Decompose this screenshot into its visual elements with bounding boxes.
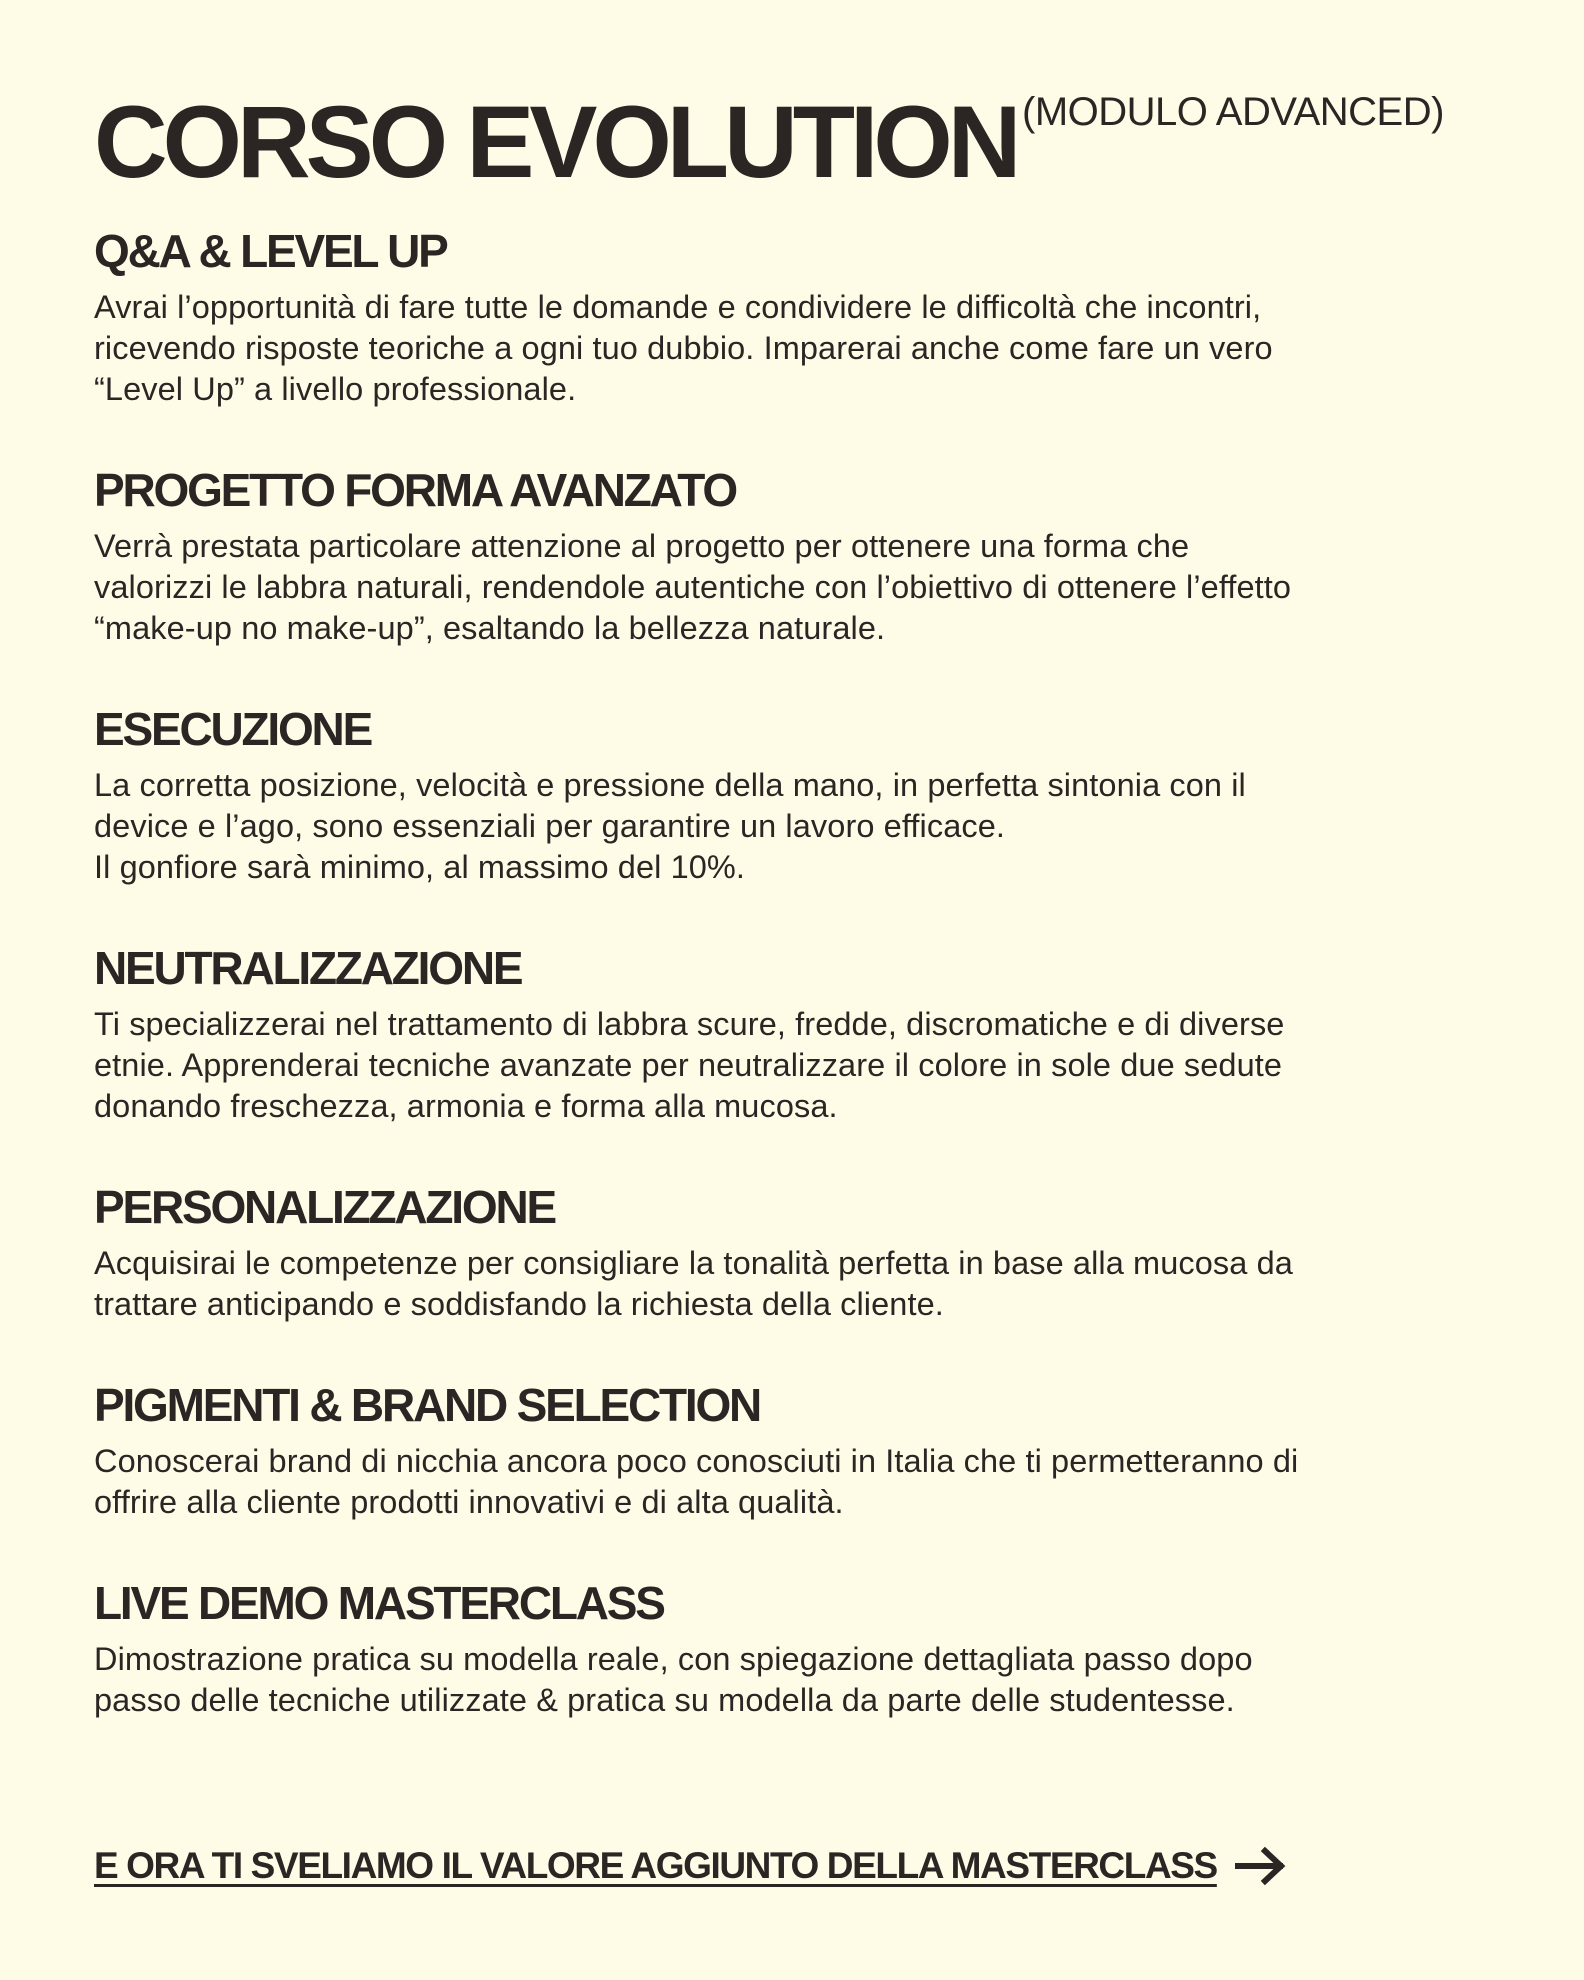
section-esecuzione	[94, 703, 1514, 888]
section-text-line: La corretta posizione, velocità e pressione della mano, in perfetta sintonia con il	[94, 767, 1246, 803]
section-text-line: Il gonfiore sarà minimo, al massimo del 10%.	[94, 849, 746, 885]
cta-label[interactable]: E ORA TI SVELIAMO IL VALORE AGGIUNTO DELLA MASTERCLASS	[94, 1845, 1217, 1886]
section-heading: NEUTRALIZZAZIONE	[94, 942, 522, 994]
section-text-line: valorizzi le labbra naturali, rendendole autentiche con l’obiettivo di ottenere l’effetto	[94, 569, 1292, 605]
section-text-line: “Level Up” a livello professionale.	[94, 371, 577, 407]
section-neutralizzazione	[94, 942, 1514, 1127]
page-subtitle: (MODULO ADVANCED)	[1022, 90, 1444, 134]
section-text-line: Conoscerai brand di nicchia ancora poco conosciuti in Italia che ti permetteranno di	[94, 1443, 1299, 1479]
section-progetto-forma	[94, 464, 1514, 649]
section-personalizzazione	[94, 1181, 1514, 1325]
section-text-line: Acquisirai le competenze per consigliare la tonalità perfetta in base alla mucosa da	[94, 1245, 1293, 1281]
course-sections	[94, 225, 1514, 1721]
section-heading: ESECUZIONE	[94, 703, 372, 755]
section-qa-level-up	[94, 225, 1514, 410]
course-page	[94, 85, 1514, 1775]
section-heading: Q&A & LEVEL UP	[94, 225, 447, 277]
section-pigmenti-brand	[94, 1379, 1514, 1523]
title-row	[94, 85, 1514, 199]
arrow-right-icon-graphic	[1235, 1846, 1287, 1886]
section-text-line: Verrà prestata particolare attenzione al progetto per ottenere una forma che	[94, 528, 1190, 564]
section-text-line: passo delle tecniche utilizzate & pratica su modella da parte delle studentesse.	[94, 1682, 1235, 1718]
section-text-line: Ti specializzerai nel trattamento di labbra scure, fredde, discromatiche e di diverse	[94, 1006, 1285, 1042]
section-heading: PROGETTO FORMA AVANZATO	[94, 464, 736, 516]
section-text-line: “make-up no make-up”, esaltando la bellezza naturale.	[94, 610, 886, 646]
section-heading: PIGMENTI & BRAND SELECTION	[94, 1379, 761, 1431]
masterclass-value-link[interactable]	[94, 1843, 1287, 1889]
section-text-line: Avrai l’opportunità di fare tutte le domande e condividere le difficoltà che incontri,	[94, 289, 1262, 325]
section-text-line: ricevendo risposte teoriche a ogni tuo dubbio. Imparerai anche come fare un vero	[94, 330, 1273, 366]
section-text-line: etnie. Apprenderai tecniche avanzate per neutralizzare il colore in sole due sedute	[94, 1047, 1283, 1083]
section-heading: PERSONALIZZAZIONE	[94, 1181, 555, 1233]
section-text-line: trattare anticipando e soddisfando la richiesta della cliente.	[94, 1286, 944, 1322]
section-text-line: donando freschezza, armonia e forma alla mucosa.	[94, 1088, 838, 1124]
section-text-line: offrire alla cliente prodotti innovativi e di alta qualità.	[94, 1484, 844, 1520]
section-live-demo	[94, 1577, 1514, 1721]
arrow-right-icon[interactable]	[1235, 1846, 1287, 1886]
section-heading: LIVE DEMO MASTERCLASS	[94, 1577, 664, 1629]
section-text-line: Dimostrazione pratica su modella reale, con spiegazione dettagliata passo dopo	[94, 1641, 1253, 1677]
page-title: CORSO EVOLUTION	[94, 85, 1017, 199]
section-text-line: device e l’ago, sono essenziali per garantire un lavoro efficace.	[94, 808, 1006, 844]
